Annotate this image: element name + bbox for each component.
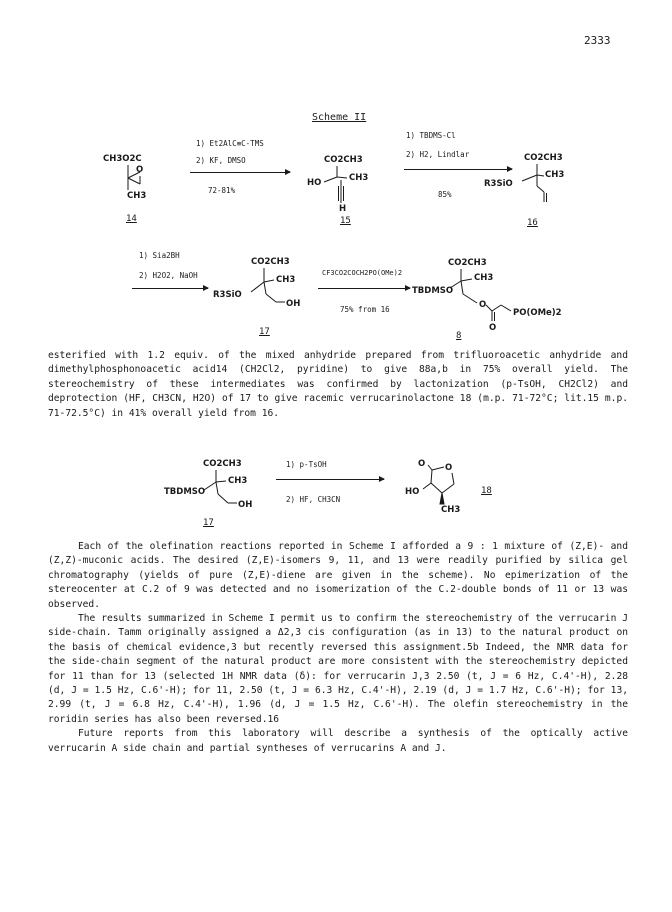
compound-label: 18	[481, 486, 492, 496]
compound-label: 17	[203, 518, 214, 528]
yield-step4: 75% from 16	[340, 305, 390, 314]
compound-label: 15	[340, 216, 351, 226]
silyl-ether-group: TBDMSO	[164, 487, 206, 497]
paragraph-text: esterified with 1.2 equiv. of the mixed anhydride prepared from trifluoroacetic anhydride and dimethylphosphonoacetic acid14 (CH2Cl2, pyridine) to give 88a,b in 75% overall yield. The stereochemistry of these intermediates was confirmed by lactonization (p-TsOH, CH2Cl2) and deprotection (HF, CH3CN, H2O) of 17 to give racemic verrucarinolactone 18 (m.p. 71-72°C; lit.15 m.p. 71-72.5°C) in 41% overall yield from 16.	[48, 350, 628, 419]
methyl-group: CH3	[276, 275, 296, 285]
yield-step1: 72-81%	[208, 186, 236, 195]
yield-step2: 85%	[438, 190, 452, 199]
silyl-ether-group: R3SiO	[213, 290, 242, 300]
methyl-group: CH3	[349, 173, 369, 183]
methyl-group: CH3	[127, 191, 147, 201]
reagent-step4: CF3CO2COCH2PO(OMe)2	[322, 269, 403, 277]
compound-label: 8	[456, 331, 462, 341]
reagent-step1-b: 2) KF, DMSO	[196, 156, 246, 165]
reagent-step1-a: 1) Et2AlC≡C-TMS	[196, 139, 264, 148]
scheme-title: Scheme II	[312, 112, 367, 123]
ring-oxygen: O	[445, 463, 453, 473]
reagent-step3-b: 2) H2O2, NaOH	[139, 271, 198, 280]
compound-label: 16	[527, 218, 538, 228]
methyl-group: CH3	[545, 170, 565, 180]
methyl-group: CH3	[228, 476, 248, 486]
paragraph-olefination: Each of the olefination reactions reported in Scheme I afforded a 9 : 1 mixture of (Z,E)- and (Z,Z)-muconic acids. The desired (Z,E)-isomers 9, 11, and 13 were readily purified by silica gel chromatography (yields of pure (Z,E)-diene are given in the scheme). No epimerization of the stereocenter at C.2 of 9 was detected and no isomerization of the C.2-double bonds of 11 or 13 was observed.	[48, 541, 628, 610]
silyl-ether-group: TBDMSO	[412, 286, 454, 296]
compound-label: 17	[259, 327, 270, 337]
ester-group: CO2CH3	[448, 258, 487, 268]
ester-oxygen: O	[479, 300, 487, 310]
alkyne-hydrogen: H	[339, 204, 347, 214]
compound-label: 14	[126, 214, 137, 224]
paragraph-stereochemistry: The results summarized in Scheme I permit us to confirm the stereochemistry of the verrucarin J side-chain. Tamm originally assigned a Δ2,3 cis configuration (as in 13) to the natural product on the basis of chemical evidence,3 but recently reversed this assignment.5b Indeed, the NMR data for the side-chain segment of the natural product are more consistent with the stereochemistry depicted for 11 than for 13 (selected 1H NMR data (δ): for verrucarin J,3 2.50 (t, J = 6 Hz, C.4'-H), 2.28 (d, J = 1.5 Hz, C.6'-H); for 11, 2.50 (t, J = 6.3 Hz, C.4'-H), 2.19 (d, J = 1.7 Hz, C.6'-H); for 13, 2.99 (t, J = 6.8 Hz, C.4'-H), 1.96 (d, J = 1.5 Hz, C.6'-H). The olefin stereochemistry in the roridin series has also been reversed.16	[48, 613, 628, 725]
reagent-lactonization-b: 2) HF, CH3CN	[286, 495, 341, 504]
paragraph-future-work: Future reports from this laboratory will describe a synthesis of the optically active verrucarin A side chain and partial syntheses of verrucarins A and J.	[48, 728, 628, 754]
carbonyl-oxygen: O	[418, 459, 426, 469]
ester-group: CH3O2C	[103, 154, 142, 164]
reagent-step2-a: 1) TBDMS-Cl	[406, 131, 456, 140]
phosphonate-group: PO(OMe)2	[513, 308, 562, 318]
ester-group: CO2CH3	[203, 459, 242, 469]
hydroxyl-group: OH	[238, 500, 253, 510]
epoxide-oxygen: O	[136, 165, 144, 175]
reagent-step2-b: 2) H2, Lindlar	[406, 150, 470, 159]
methyl-group: CH3	[474, 273, 494, 283]
ester-group: CO2CH3	[324, 155, 363, 165]
hydroxyl-group: HO	[307, 178, 322, 188]
reagent-lactonization-a: 1) p-TsOH	[286, 460, 327, 469]
reagent-step3-a: 1) Sia2BH	[139, 251, 180, 260]
silyl-ether-group: R3SiO	[484, 179, 513, 189]
carbonyl-oxygen: O	[489, 323, 497, 333]
ester-group: CO2CH3	[524, 153, 563, 163]
ester-group: CO2CH3	[251, 257, 290, 267]
hydroxyl-group: HO	[405, 487, 420, 497]
methyl-group: CH3	[441, 505, 461, 515]
page-number: 2333	[584, 34, 611, 47]
body-section	[48, 540, 628, 756]
hydroxyl-group: OH	[286, 299, 301, 309]
